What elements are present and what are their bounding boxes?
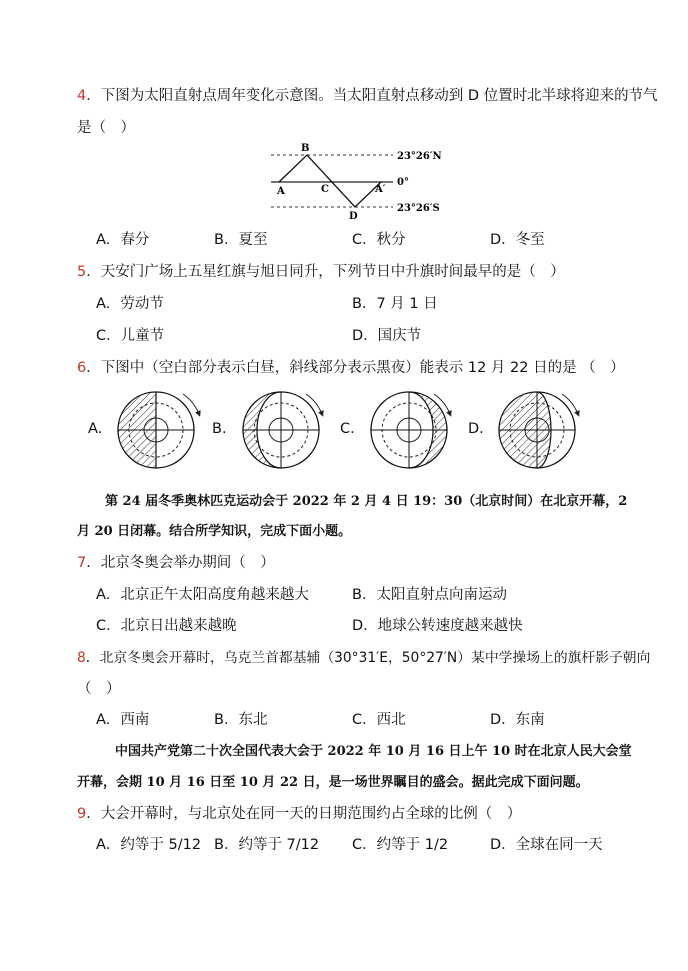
q5-stem: 5．天安门广场上五星红旗与旭日同升，下列节日中升旗时间最早的是（ ） <box>77 264 565 280</box>
intro-olympics-line2: 月 20 日闭幕。结合所学知识，完成下面小题。 <box>77 524 352 539</box>
figure-a[interactable] <box>118 392 199 468</box>
q7-stem: 7．北京冬奥会举办期间（ ） <box>77 555 275 571</box>
q9-number: 9 <box>77 806 87 822</box>
label-c: C <box>321 184 329 195</box>
q8-option-b[interactable]: B．东北 <box>214 712 268 728</box>
sun-direct-point-diagram <box>265 140 485 220</box>
figure-b[interactable] <box>243 392 322 468</box>
lat-north-label: 23°26′N <box>397 151 442 162</box>
intro-congress-line1: 中国共产党第二十次全国代表大会于 2022 年 10 月 16 日上午 10 时在北京人民大会堂 <box>115 744 632 759</box>
q7-option-c[interactable]: C．北京日出越来越晚 <box>96 618 237 634</box>
label-a-prime: A′ <box>375 184 386 195</box>
q8-option-a[interactable]: A．西南 <box>96 712 150 728</box>
q6-label-a: A. <box>88 421 103 437</box>
lat-south-label: 23°26′S <box>397 203 440 214</box>
equator-label: 0° <box>397 177 409 188</box>
q8-number: 8 <box>77 650 86 666</box>
label-d: D <box>349 211 358 220</box>
q5-option-a[interactable]: A．劳动节 <box>96 296 164 312</box>
intro-olympics-line1: 第 24 届冬季奥林匹克运动会于 2022 年 2 月 4 日 19：30（北京时间）在北京开幕，2 <box>105 494 628 509</box>
q7-option-d[interactable]: D．地球公转速度越来越快 <box>352 618 523 634</box>
q8-option-d[interactable]: D．东南 <box>490 712 545 728</box>
q9-stem: 9．大会开幕时，与北京处在同一天的日期范围约占全球的比例（ ） <box>77 806 522 822</box>
q6-stem: 6．下图中（空白部分表示白昼，斜线部分表示黑夜）能表示 12 月 22 日的是 （ ） <box>77 360 625 376</box>
figure-c[interactable] <box>371 392 450 468</box>
q4-stem-line1: 4．下图为太阳直射点周年变化示意图。当太阳直射点移动到 D 位置时北半球将迎来的节气 <box>77 88 658 104</box>
q7-number: 7 <box>77 555 87 571</box>
q4-option-c[interactable]: C．秋分 <box>352 232 406 248</box>
q5-option-c[interactable]: C．儿童节 <box>96 328 165 344</box>
label-a: A <box>277 186 285 197</box>
q6-label-c: C. <box>340 421 355 437</box>
intro-congress-line2: 开幕，会期 10 月 16 日至 10 月 22 日，是一场世界瞩目的盛会。据此完成下面问题。 <box>77 775 589 790</box>
q4-option-d[interactable]: D．冬至 <box>490 232 545 248</box>
label-b: B <box>301 143 310 154</box>
q4-stem-line2: 是（ ） <box>77 120 135 136</box>
q8-stem-line2: （ ） <box>77 681 121 697</box>
q5-option-b[interactable]: B．7 月 1 日 <box>352 296 438 312</box>
q6-label-b: B. <box>212 421 227 437</box>
figure-d[interactable] <box>499 392 578 468</box>
q6-number: 6 <box>77 360 87 376</box>
q9-option-d[interactable]: D．全球在同一天 <box>490 837 603 853</box>
q8-option-c[interactable]: C．西北 <box>352 712 406 728</box>
q7-option-b[interactable]: B．太阳直射点向南运动 <box>352 587 507 603</box>
q4-number: 4 <box>77 88 87 104</box>
q9-option-a[interactable]: A．约等于 5/12 <box>96 837 202 853</box>
q4-option-a[interactable]: A．春分 <box>96 232 150 248</box>
q6-label-d: D. <box>468 421 484 437</box>
q9-option-c[interactable]: C．约等于 1/2 <box>352 837 449 853</box>
q4-option-b[interactable]: B．夏至 <box>214 232 268 248</box>
q7-option-a[interactable]: A．北京正午太阳高度角越来越大 <box>96 587 309 603</box>
q9-option-b[interactable]: B．约等于 7/12 <box>214 837 320 853</box>
q5-number: 5 <box>77 264 87 280</box>
q5-option-d[interactable]: D．国庆节 <box>352 328 422 344</box>
q8-stem: 8．北京冬奥会开幕时，乌克兰首都基辅（30°31′E，50°27′N）某中学操场上的旗杆影子朝向 <box>77 650 651 666</box>
